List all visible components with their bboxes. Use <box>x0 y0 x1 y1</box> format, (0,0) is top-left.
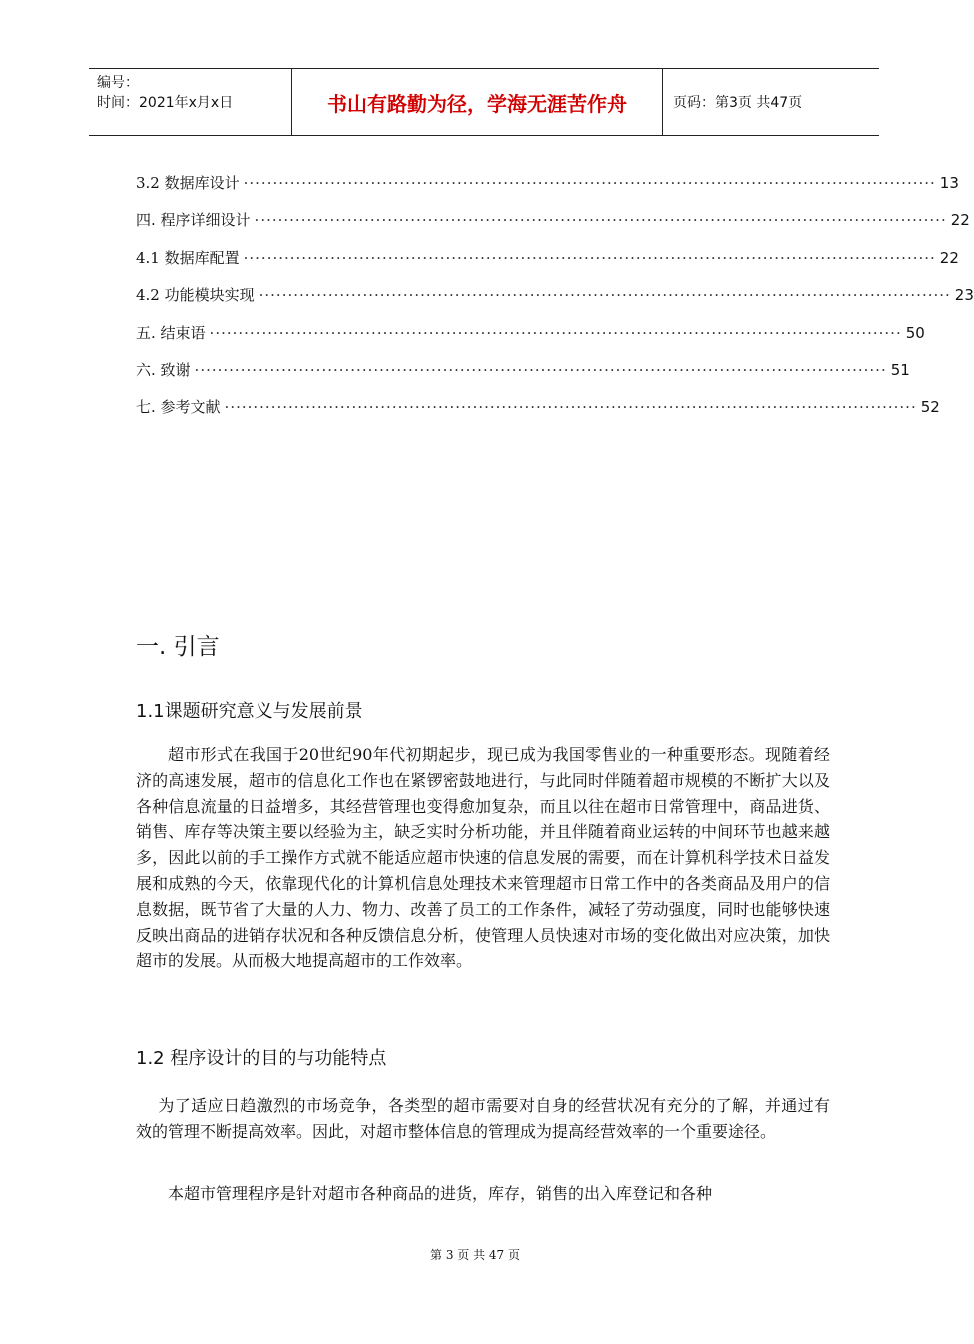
page-header <box>89 68 879 136</box>
section-title-1-2: 1.2 程序设计的目的与功能特点 <box>136 1048 387 1069</box>
section-title-1-1: 1.1课题研究意义与发展前景 <box>136 701 363 722</box>
toc-entry[interactable] <box>136 396 940 433</box>
toc-entry[interactable] <box>136 247 959 284</box>
header-page-info: 页码：第3页 共47页 <box>673 95 803 111</box>
toc-entry-page: 13 <box>939 174 959 192</box>
document-time: 时间：2021年x月x日 <box>97 95 234 111</box>
header-meta <box>89 69 291 135</box>
toc-entry-page: 52 <box>920 398 940 417</box>
toc-leader-dots: ························································································································ <box>243 248 936 267</box>
toc-entry-label: 3.2 数据库设计 <box>136 174 240 192</box>
table-of-contents <box>136 172 974 434</box>
toc-entry[interactable] <box>136 322 925 359</box>
section-1-1-paragraph: 超市形式在我国于20世纪90年代初期起步，现已成为我国零售业的一种重要形态。现随着经济的高速发展，超市的信息化工作也在紧锣密鼓地进行，与此同时伴随着超市规模的不断扩大以及各种信息流量的日益增多，其经营管理也变得愈加复杂，而且以往在超市日常管理中，商品进货、销售、库存等决策主要以经验为主，缺乏实时分析功能，并且伴随着商业运转的中间环节也越来越多，因此以前的手工操作方式就不能适应超市快速的信息发展的需要，而在计算机科学技术日益发展和成熟的今天，依靠现代化的计算机信息处理技术来管理超市日常工作中的各类商品及用户的信息数据，既节省了大量的人力、物力、改善了员工的工作条件，减轻了劳动强度，同时也能够快速反映出商品的进销存状况和各种反馈信息分析，使管理人员快速对市场的变化做出对应决策，加快超市的发展。从而极大地提高超市的工作效率。 <box>136 745 830 971</box>
toc-entry-page: 50 <box>905 323 925 342</box>
toc-entry[interactable] <box>136 284 974 321</box>
chapter-title: 一. 引言 <box>136 634 220 660</box>
section-1-2-paragraph-2: 本超市管理程序是针对超市各种商品的进货，库存，销售的出入库登记和各种 <box>168 1184 713 1203</box>
toc-entry-label: 4.2 功能模块实现 <box>136 286 255 305</box>
toc-leader-dots: ························································································································ <box>209 323 902 342</box>
toc-leader-dots: ························································································································ <box>243 174 936 192</box>
toc-leader-dots: ························································································································ <box>224 398 917 417</box>
toc-entry-page: 51 <box>890 360 910 379</box>
toc-entry[interactable] <box>136 359 910 396</box>
toc-entry-label: 七. 参考文献 <box>136 398 221 417</box>
toc-entry-page: 22 <box>950 211 970 230</box>
toc-entry-label: 六. 致谢 <box>136 360 191 379</box>
toc-entry-label: 四. 程序详细设计 <box>136 211 251 230</box>
toc-entry-label: 五. 结束语 <box>136 323 206 342</box>
header-motto: 书山有路勤为径，学海无涯苦作舟 <box>291 69 663 135</box>
toc-entry[interactable] <box>136 172 959 209</box>
toc-leader-dots: ························································································································ <box>258 286 951 305</box>
toc-entry-label: 4.1 数据库配置 <box>136 248 240 267</box>
section-1-2-paragraph-1: 为了适应日趋激烈的市场竞争，各类型的超市需要对自身的经营状况有充分的了解，并通过有效的管理不断提高效率。因此，对超市整体信息的管理成为提高经营效率的一个重要途径。 <box>136 1096 830 1141</box>
document-number: 编号： <box>97 75 139 91</box>
toc-leader-dots: ························································································································ <box>194 360 887 379</box>
toc-leader-dots: ························································································································ <box>254 211 947 230</box>
toc-entry[interactable] <box>136 209 970 246</box>
toc-entry-page: 22 <box>939 248 959 267</box>
toc-entry-page: 23 <box>954 286 974 305</box>
page-footer: 第 3 页 共 47 页 <box>430 1248 520 1262</box>
